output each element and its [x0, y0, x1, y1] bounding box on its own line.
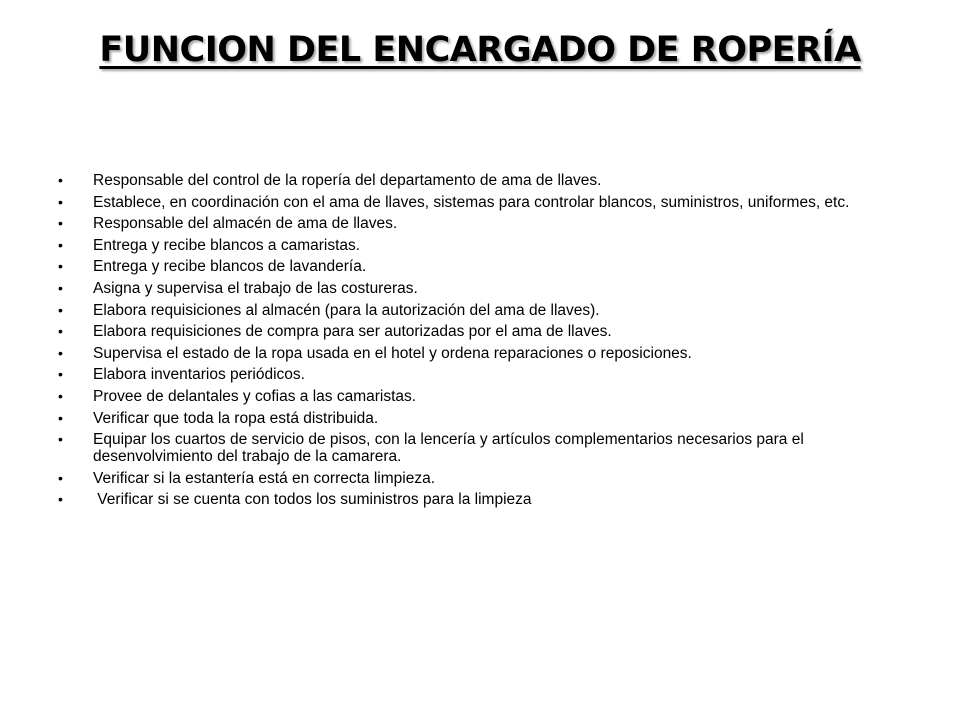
list-item-text: Provee de delantales y cofias a las camaristas.: [93, 387, 417, 405]
bullet-dot-icon: •: [58, 279, 63, 296]
bullet-dot-icon: •: [58, 258, 63, 275]
list-item: [48, 491, 908, 508]
list-item-text: Elabora requisiciones al almacén (para la autorización del ama de llaves).: [93, 301, 600, 319]
bullet-dot-icon: •: [58, 172, 63, 188]
list-item-text: Asigna y supervisa el trabajo de las costureras.: [93, 279, 418, 297]
list-item: [48, 280, 908, 297]
bullet-dot-icon: •: [58, 491, 63, 508]
list-item: [48, 172, 908, 189]
bullet-dot-icon: •: [58, 387, 63, 404]
list-item-text: Responsable del control de la ropería del departamento de ama de llaves.: [93, 172, 602, 189]
list-item-text: Equipar los cuartos de servicio de pisos, con la lencería y artículos complementarios necesarios para el desenvolvimiento del trabajo de la camarera.: [93, 431, 804, 466]
slide-title: FUNCION DEL ENCARGADO DE ROPERÍA: [99, 30, 861, 70]
list-item: [48, 345, 908, 362]
bullet-dot-icon: •: [58, 323, 63, 340]
list-item: [48, 388, 908, 405]
bullet-list: [48, 172, 908, 513]
list-item-text: Supervisa el estado de la ropa usada en el hotel y ordena reparaciones o reposiciones.: [93, 344, 692, 362]
list-item: [48, 302, 908, 319]
list-item-text: Verificar si la estantería está en correcta limpieza.: [93, 469, 436, 487]
list-item-text: Elabora requisiciones de compra para ser autorizadas por el ama de llaves.: [93, 323, 612, 341]
bullet-dot-icon: •: [58, 366, 63, 383]
list-item: [48, 366, 908, 383]
list-item: [48, 194, 908, 211]
list-item-text: Establece, en coordinación con el ama de llaves, sistemas para controlar blancos, suministros, uniformes, etc.: [93, 193, 850, 211]
list-item: [48, 258, 908, 275]
list-item-text: Entrega y recibe blancos de lavandería.: [93, 258, 367, 276]
bullet-dot-icon: •: [58, 344, 63, 361]
list-item-text: Verificar si se cuenta con todos los suministros para la limpieza: [93, 491, 532, 509]
list-item: [48, 215, 908, 232]
list-item: [48, 470, 908, 487]
list-item: [48, 431, 908, 465]
bullet-dot-icon: •: [58, 215, 63, 232]
list-item-text: Elabora inventarios periódicos.: [93, 366, 305, 384]
bullet-dot-icon: •: [58, 469, 63, 486]
list-item-text: Verificar que toda la ropa está distribuida.: [93, 409, 379, 427]
bullet-dot-icon: •: [58, 301, 63, 318]
bullet-dot-icon: •: [58, 409, 63, 426]
bullet-dot-icon: •: [58, 431, 63, 448]
bullet-dot-icon: •: [58, 193, 63, 210]
list-item: [48, 237, 908, 254]
list-item-text: Responsable del almacén de ama de llaves.: [93, 215, 398, 233]
bullet-dot-icon: •: [58, 236, 63, 253]
list-item: [48, 410, 908, 427]
list-item-text: Entrega y recibe blancos a camaristas.: [93, 236, 361, 254]
list-item: [48, 323, 908, 340]
